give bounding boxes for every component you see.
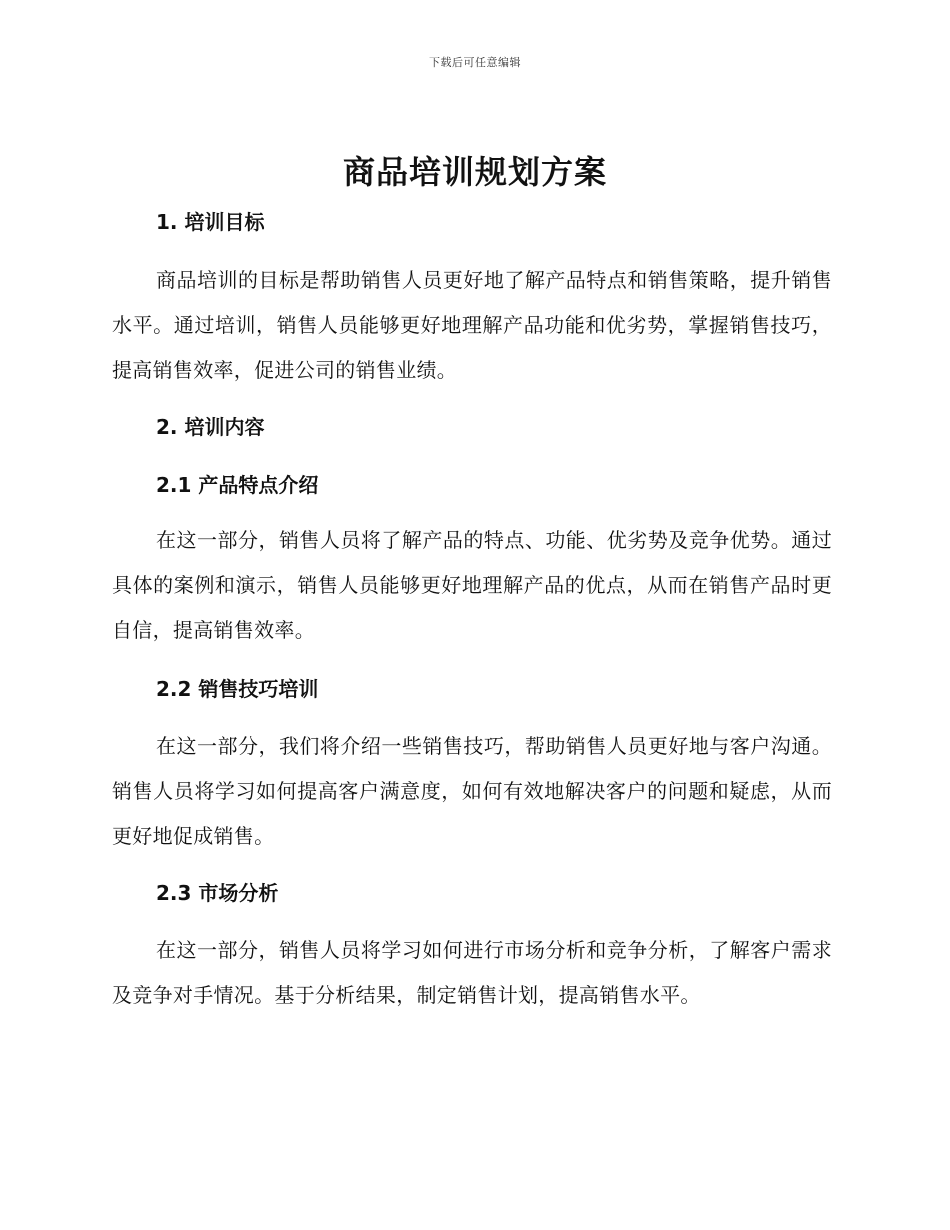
section-paragraph-sales-skills: 在这一部分，我们将介绍一些销售技巧，帮助销售人员更好地与客户沟通。销售人员将学习如何提高客户满意度，如何有效地解决客户的问题和疑虑，从而更好地促成销售。 bbox=[112, 734, 832, 848]
section-paragraph-product-features: 在这一部分，销售人员将了解产品的特点、功能、优劣势及竞争优势。通过具体的案例和演示，销售人员能够更好地理解产品的优点，从而在销售产品时更自信，提高销售效率。 bbox=[112, 528, 832, 642]
section-heading-product-features: 2.1 产品特点介绍 bbox=[156, 473, 319, 497]
document-title: 商品培训规划方案 bbox=[342, 153, 607, 191]
section-heading-training-content: 2. 培训内容 bbox=[156, 415, 265, 439]
section-heading-training-goal: 1. 培训目标 bbox=[156, 210, 265, 234]
section-heading-sales-skills: 2.2 销售技巧培训 bbox=[156, 677, 319, 701]
section-paragraph-market-analysis: 在这一部分，销售人员将学习如何进行市场分析和竞争分析，了解客户需求及竞争对手情况。基于分析结果，制定销售计划，提高销售水平。 bbox=[112, 938, 832, 1007]
section-heading-market-analysis: 2.3 市场分析 bbox=[156, 881, 279, 905]
section-paragraph-training-goal: 商品培训的目标是帮助销售人员更好地了解产品特点和销售策略，提升销售水平。通过培训，销售人员能够更好地理解产品功能和优劣势，掌握销售技巧，提高销售效率，促进公司的销售业绩。 bbox=[112, 268, 832, 382]
header-note: 下载后可任意编辑 bbox=[429, 56, 521, 69]
